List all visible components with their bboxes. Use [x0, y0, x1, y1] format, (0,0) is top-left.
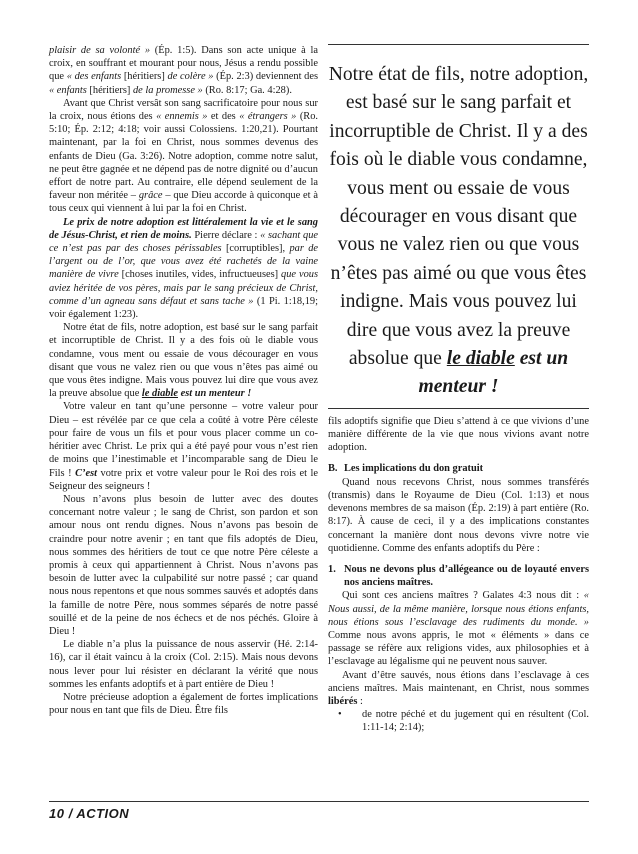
bullet-icon: •	[338, 709, 342, 721]
paragraph	[49, 400, 318, 492]
pullquote-bottom-rule	[328, 408, 589, 409]
paragraph: Notre précieuse adoption a également de fortes implications pour nous en tant que fils de Dieu. Être fils	[49, 691, 318, 717]
text: Avant d’être sauvés, nous étions dans l’esclavage à ces anciens maîtres. Mais maintenant, en Christ, nous sommes	[328, 669, 589, 694]
paragraph: Nous n’avons plus besoin de lutter avec des doutes concernant notre valeur ; le sang de Christ, son pardon et son amour nous ont rendu dignes. Nous n’avons pas besoin de craindre pour notre avenir ; en tant que fils adoptés de Dieu, nous sommes des héritiers de tout ce que notre Père céleste a promis à ceux qui appartiennent à Christ. Nous n’avons pas besoin de lutter avec la culpabilité sur notre passé ; car quand nous nous repentons et que nous sommes sauvés et adoptés dans la famille de notre Père, nous sommes séparés de notre passé souillé et de la peine de nos échecs et de nos péchés. Gloire à Dieu !	[49, 493, 318, 637]
text: Comme nous avons appris, le mot « éléments » dans ce passage se réfère aux religions vides, aux philosophies et à l’esclavage au légalisme qui ne peuvent nous sauver.	[328, 629, 589, 668]
left-column	[49, 44, 318, 717]
text: Votre valeur en tant qu’une personne – votre valeur pour Dieu – est révélée par ce que cela a coûté à votre Père céleste pour faire de vous un fils et pour vous placer comme un co-héritier avec Christ. Le prix qui a été payé pour vous n’est rien de moins que l’inestimable et l’incomparable sang de Dieu le Fils !	[49, 401, 318, 479]
quote-text: de la promesse »	[132, 84, 203, 96]
paragraph	[49, 216, 318, 322]
paragraph	[328, 589, 589, 668]
paragraph	[49, 97, 318, 216]
quote-text: « ennemis »	[156, 111, 208, 123]
quote-text: « Nous aussi, de la même manière, lorsque nous étions enfants, nous étions sous l’esclavage des rudiments du monde. »	[328, 590, 589, 628]
paragraph: Quand nous recevons Christ, nous sommes transférés (transmis) dans le Royaume de Dieu (Col. 1:13) et nous devenons membres de sa maison (Ép. 2:19) à part entière (Ro. 8:17). À cause de ceci, il y a des implications constantes concernant la manière dont nous devons vivre notre vie quotidienne. Comme des enfants adoptifs du Père :	[328, 476, 589, 554]
bold-text: C’est	[75, 467, 98, 479]
quote-text: « étrangers »	[239, 111, 297, 123]
quote-text: par de l’argent ou de l’or, que vous avez été rachetés de la vaine manière de vivre	[49, 243, 319, 281]
right-column	[328, 44, 589, 735]
right-body	[328, 415, 589, 735]
paragraph	[49, 321, 318, 400]
text: [héritiers]	[121, 71, 168, 83]
text: (Ro. 8:17; Ga. 4:28).	[202, 84, 292, 96]
pullquote	[328, 61, 589, 402]
quote-text: « enfants	[49, 84, 87, 96]
text: [choses inutiles, vides, infructueuses]	[118, 269, 282, 281]
heading-number: B.	[328, 463, 338, 475]
heading-text: Les implications du don gratuit	[344, 463, 484, 475]
text: [héritiers]	[86, 84, 133, 96]
quote-text: plaisir de sa volonté »	[49, 45, 151, 56]
emphasis-text: grâce	[138, 190, 163, 202]
paragraph: fils adoptifs signifie que Dieu s’attend à ce que vivions d’une manière différente de la vie que nous vivions avant notre adoption.	[328, 415, 589, 454]
section-heading-b	[328, 462, 589, 475]
text: et des	[207, 111, 240, 123]
footer-rule	[49, 801, 589, 802]
pullquote-end: est un menteur !	[418, 348, 569, 398]
text: Qui sont ces anciens maîtres ? Galates 4:3 nous dit :	[342, 590, 584, 602]
pullquote-top-rule	[328, 44, 589, 45]
page-footer	[49, 801, 589, 821]
heading-text: Nous ne devons plus d’allégeance ou de loyauté envers nos anciens maîtres.	[344, 563, 589, 589]
quote-text: de colère »	[167, 71, 214, 83]
quote-text: « sachant que ce n’est pas par des choses périssables	[49, 229, 319, 255]
text: Pierre déclare :	[191, 229, 261, 241]
paragraph	[49, 44, 318, 97]
heading-number: 1.	[328, 563, 336, 575]
bold-text: libérés	[328, 695, 358, 707]
text: (Ro. 5:10; Ép. 2:12; 4:18; voir aussi Colossiens. 1:20,21). Pourtant maintenant, par la foi en Christ, nous sommes devenus des enfants de Dieu (Ga. 3:26). Notre adoption, comme notre salut, ne peut être gagnée et ne dépend pas de notre dignité ou d’aucun effort de notre part. Au contraire, elle dépend seulement de la faveur non méritée –	[49, 111, 319, 202]
bullet-text: de notre péché et du jugement qui en résultent (Col. 1:11-14; 2:14);	[362, 709, 589, 734]
text: (Ép. 1:5). Dans son acte unique à la croix, en souffrant et mourant pour nous, Jésus a rendu possible que	[49, 45, 318, 83]
bullet-item	[328, 708, 589, 734]
text: [corruptibles],	[221, 243, 290, 255]
text: Avant que Christ versât son sang sacrificatoire pour nous sur la croix, nous étions des	[49, 97, 318, 123]
page-number-label: 10 / ACTION	[49, 806, 130, 821]
quote-text: « des enfants	[66, 71, 122, 83]
text: – que Dieu accorde à quiconque et à tous ceux qui viennent à lui par la foi en Christ.	[49, 190, 319, 215]
text: (Ép. 2:3) deviennent des	[213, 71, 318, 83]
pullquote-text: Notre état de fils, notre adoption, est basé sur le sang parfait et incorruptible de Christ. Il y a des fois où le diable vous condamne, vous ment ou essaie de vous décourager en vous disant que vous ne valez rien ou que vous n’êtes pas aimé ou que vous êtes indigne. Mais vous pouvez lui dire que vous avez la preuve absolue que	[328, 64, 589, 370]
underlined-text: le diable	[141, 388, 178, 400]
section-heading-1	[328, 563, 589, 589]
text: votre prix et votre valeur pour le Roi des rois et le Seigneur des seigneurs !	[49, 467, 318, 492]
bold-statement: Le prix de notre adoption est littéralement la vie et le sang de Jésus-Christ, et rien de moins.	[49, 216, 318, 241]
paragraph: Le diable n’a plus la puissance de nous asservir (Hé. 2:14-16), car il était vaincu à la croix (Col. 2:15). Mais nous devons nous lever pour lui résister en déclarant la vérité que nous sommes les enfants adoptifs et à part entière de Dieu !	[49, 639, 318, 690]
pullquote-underlined: le diable	[446, 348, 515, 370]
bold-text: est un menteur !	[177, 388, 252, 400]
text: (1 Pi. 1:18,19; voir également 1:23).	[49, 295, 319, 321]
text: Notre état de fils, notre adoption, est basé sur le sang parfait et incorruptible de Christ. Il y a des fois où le diable vous condamne, vous ment ou essaie de vous décourager en vous disant que vous ne valez rien ou que vous n’êtes pas aimé ou que vous êtes indigne. Mais vous pouvez lui dire que vous avez la preuve absolue que	[49, 322, 318, 400]
paragraph	[328, 669, 589, 709]
text: :	[357, 695, 363, 707]
quote-text: que vous aviez héritée de vos pères, mais par le sang précieux de Christ, comme d’un agneau sans défaut et sans tache »	[49, 269, 318, 307]
